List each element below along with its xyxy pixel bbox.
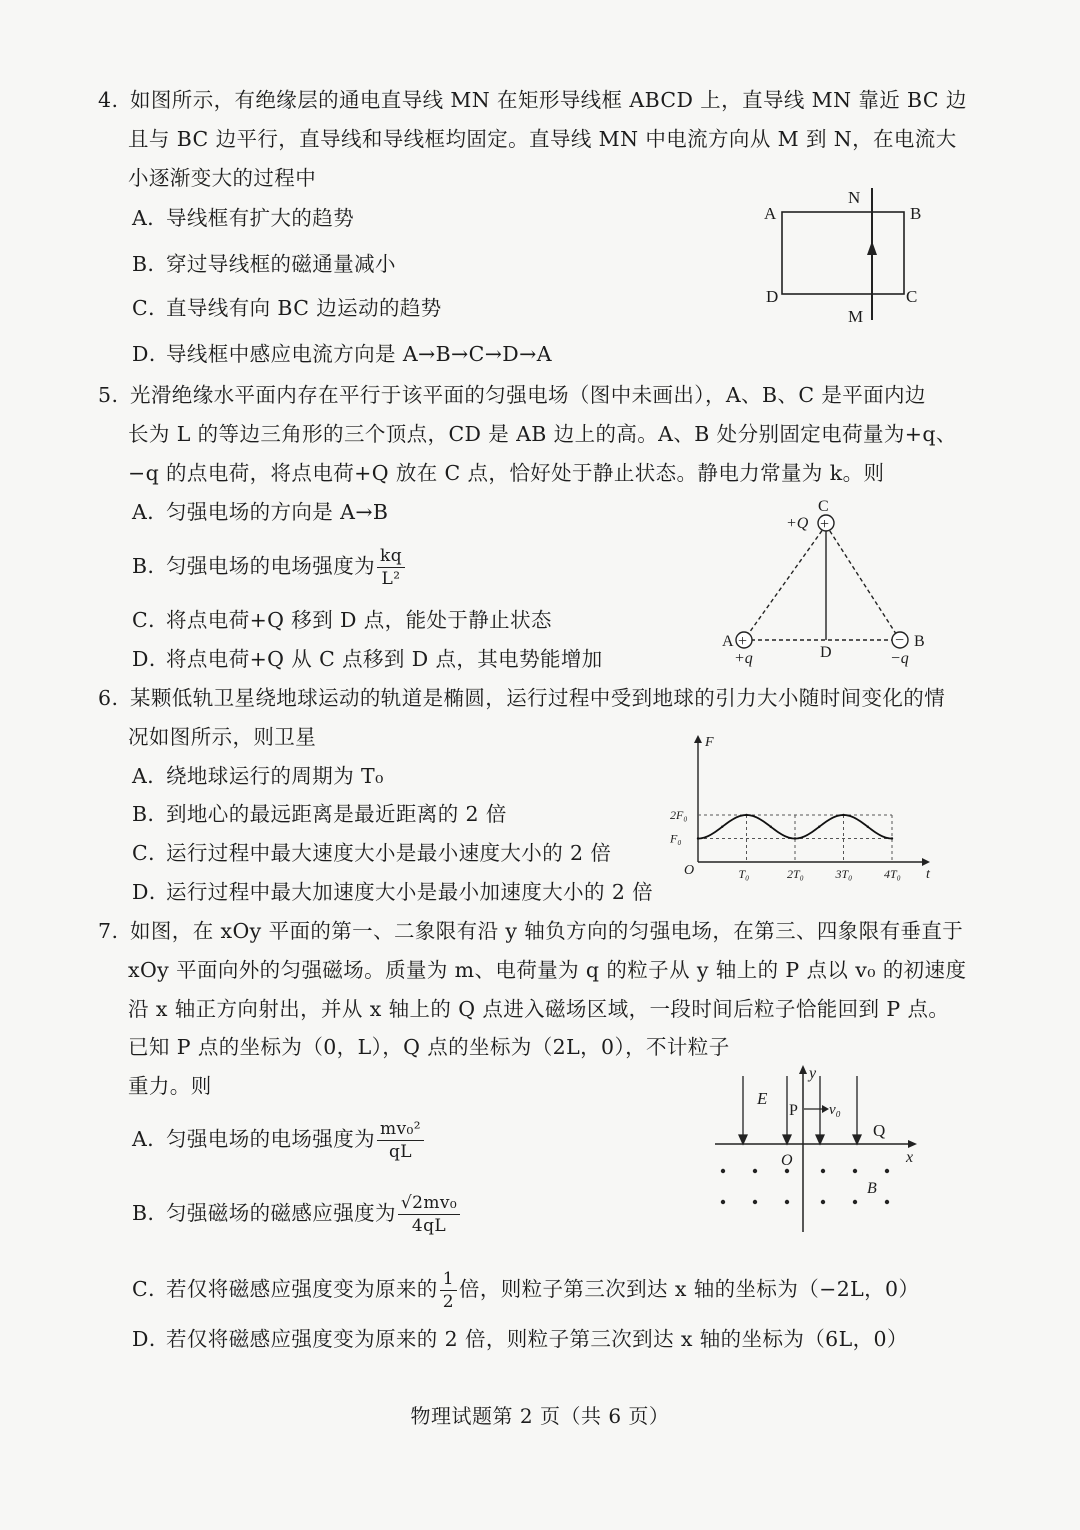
y-axis-arrow-icon [799,1065,807,1074]
chart-origin: O [684,863,695,878]
charge-b-sign: − [895,632,905,649]
q7-stem-line-4: 已知 P 点的坐标为（0，L），Q 点的坐标为（2L，0），不计粒子 [128,1035,730,1059]
q6-force-time-chart [670,730,935,885]
current-arrow-icon [867,241,877,255]
q7-option-a-fraction: $\frac{\text{mv₀²}}{qL}$ [377,1118,424,1163]
q4-option-c: C．直导线有向 BC 边运动的趋势 [132,296,442,320]
q5-figure [720,495,940,675]
q5-option-d: D．将点电荷+Q 从 C 点移到 D 点，其电势能增加 [132,647,603,671]
chart-y-tick-label: F₀ [670,831,682,846]
q7-option-a: A．匀强电场的电场强度为 $\frac{\text{mv₀²}}{qL}$ [132,1118,426,1163]
chart-point-7 [867,826,869,828]
label-x: x [906,1149,914,1166]
chart-x-tick-label: 3T₀ [835,867,853,881]
chart-point-0 [697,837,699,839]
q4-option-d: D．导线框中感应电流方向是 A→B→C→D→A [132,342,552,366]
q6-option-b: B．到地心的最远距离是最近距离的 2 倍 [132,802,507,826]
q7-option-d: D．若仅将磁感应强度变为原来的 2 倍，则粒子第三次到达 x 轴的坐标为（6L，0） [132,1327,908,1351]
wire-frame-abcd [782,212,904,294]
label-a: A [722,633,734,650]
q6-option-a: A．绕地球运行的周期为 T₀ [132,764,384,788]
label-e: E [757,1089,768,1108]
label-y: y [809,1065,817,1082]
q7-option-b: B．匀强磁场的磁感应强度为 $\frac{\text{√2mv₀}}{4qL}$ [132,1192,462,1237]
chart-point-5 [818,826,820,828]
chart-x-tick-label: 2T₀ [787,867,804,881]
label-minus-q: −q [890,650,909,667]
chart-point-1 [721,826,723,828]
q4-stem-line-2: 且与 BC 边平行，直导线和导线框均固定。直导线 MN 中电流方向从 M 到 N，在电流大 [128,127,957,151]
chart-point-4 [794,837,796,839]
chart-point-8 [891,837,893,839]
q5-option-b: B．匀强电场的电场强度为 $\frac{kq}{\text{L²}}$ [132,545,407,590]
label-c: C [818,498,829,515]
chart-y-arrow-icon [694,735,702,743]
chart-point-3 [770,826,772,828]
q7-stem-line-3: 沿 x 轴正方向射出，并从 x 轴上的 Q 点进入磁场区域，一段时间后粒子恰能回到 P 点。 [128,997,950,1021]
q6-stem-line-1: 6. 某颗低轨卫星绕地球运动的轨道是椭圆，运行过程中受到地球的引力大小随时间变化的情 [98,686,946,710]
magnetic-field-dots [721,1169,889,1204]
q4-option-a: A．导线框有扩大的趋势 [132,206,355,230]
side-ac [744,525,826,640]
q7-stem-line-1: 7. 如图，在 xOy 平面的第一、二象限有沿 y 轴负方向的匀强电场，在第三、四象限有垂直于 [98,919,964,943]
chart-x-arrow-icon [922,858,930,866]
label-p: P [789,1102,798,1119]
chart-point-2 [745,814,747,816]
q5-stem-line-2: 长为 L 的等边三角形的三个顶点，CD 是 AB 边上的高。A、B 处分别固定电荷量为+q、 [128,422,957,446]
q6-stem-line-2: 况如图所示，则卫星 [128,725,317,749]
q4-stem-line-1: 4. 如图所示，有绝缘层的通电直导线 MN 在矩形导线框 ABCD 上，直导线 MN 靠近 BC 边 [98,88,967,112]
label-b: B [914,633,925,650]
chart-x-tick-label: T₀ [738,867,750,881]
q4-stem-line-3: 小逐渐变大的过程中 [128,166,317,190]
chart-point-6 [842,814,844,816]
q7-stem-line-5: 重力。则 [128,1074,212,1098]
velocity-arrow-icon [822,1105,829,1113]
q5-stem-line-3: −q 的点电荷，将点电荷+Q 放在 C 点，恰好处于静止状态。静电力常量为 k。则 [128,461,885,485]
q6-option-c: C．运行过程中最大速度大小是最小速度大小的 2 倍 [132,841,612,865]
label-c: C [906,287,918,306]
page-footer: 物理试题第 2 页（共 6 页） [410,1404,670,1428]
q5-option-a: A．匀强电场的方向是 A→B [132,500,389,524]
q7-option-b-fraction: $\frac{\text{√2mv₀}}{4qL}$ [398,1192,460,1237]
label-d: D [766,287,779,306]
label-plus-big-q: +Q [786,515,809,532]
q7-stem-line-2: xOy 平面向外的匀强磁场。质量为 m、电荷量为 q 的粒子从 y 轴上的 P 点以 v₀ 的初速度 [128,958,967,982]
label-q: Q [873,1121,886,1140]
q4-option-b: B．穿过导线框的磁通量减小 [132,252,396,276]
chart-x-tick-label: 4T₀ [884,867,901,881]
x-axis-arrow-icon [908,1140,917,1148]
label-b: B [910,204,922,223]
q5-stem-line-1: 5. 光滑绝缘水平面内存在平行于该平面的匀强电场（图中未画出），A、B、C 是平面内边 [98,383,926,407]
charge-a-sign: + [738,633,748,650]
label-o: O [781,1152,793,1169]
label-n: N [848,188,861,207]
q4-figure [760,185,930,330]
electric-field-lines [739,1076,861,1144]
q5-option-b-fraction: $\frac{kq}{\text{L²}}$ [377,545,405,590]
label-v0: v₀ [829,1102,841,1118]
q7-option-c-fraction: $\frac{1}{2}$ [440,1268,457,1313]
chart-y-tick-label: 2F₀ [670,808,688,822]
label-b: B [867,1180,877,1197]
chart-y-label: F [705,735,714,750]
q7-figure [705,1062,930,1237]
side-bc [826,525,900,640]
q6-option-d: D．运行过程中最大加速度大小是最小加速度大小的 2 倍 [132,880,654,904]
q5-option-c: C．将点电荷+Q 移到 D 点，能处于静止状态 [132,608,552,632]
label-a: A [764,204,777,223]
charge-c-sign: + [820,516,830,533]
chart-x-label: t [926,867,930,882]
label-m: M [848,307,864,326]
label-plus-q: +q [734,650,753,667]
q7-option-c: C．若仅将磁感应强度变为原来的 $\frac{1}{2}$ 倍，则粒子第三次到达 x 轴的坐标为（−2L，0） [132,1269,920,1312]
label-d: D [820,644,832,661]
